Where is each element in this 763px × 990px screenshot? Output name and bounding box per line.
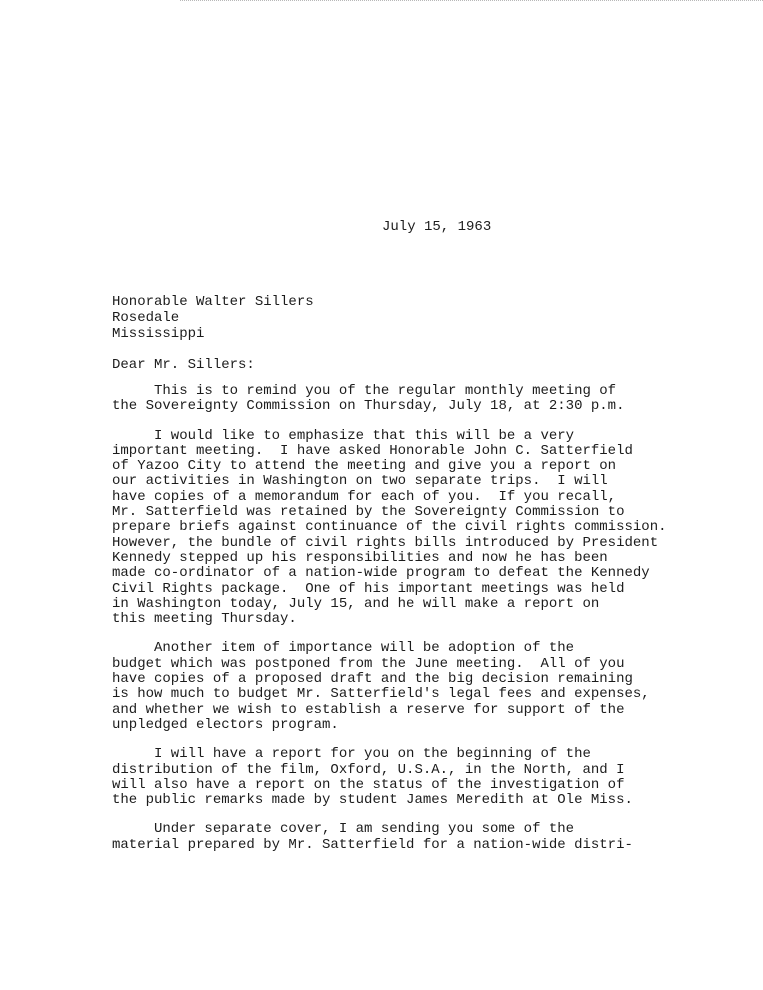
letter-body (112, 384, 763, 867)
body-paragraph (112, 384, 763, 415)
text-line: have copies of a proposed draft and the big decision remaining (112, 671, 633, 688)
text-line: unpledged electors program. (112, 716, 339, 733)
text-line: distribution of the film, Oxford, U.S.A., in the North, and I (112, 761, 625, 778)
text-line: the Sovereignty Commission on Thursday, July 18, at 2:30 p.m. (112, 398, 625, 415)
text-line: This is to remind you of the regular monthly meeting of (112, 383, 617, 399)
text-line: important meeting. I have asked Honorable John C. Satterfield (112, 442, 633, 459)
text-line: in Washington today, July 15, and he will make a report on (112, 595, 600, 612)
recipient-line: Mississippi (112, 326, 205, 342)
text-line: Another item of importance will be adoption of the (112, 640, 575, 657)
text-line: this meeting Thursday. (112, 611, 297, 628)
text-line: I would like to emphasize that this will be a very (112, 427, 575, 444)
salutation: Dear Mr. Sillers: (112, 357, 255, 373)
page-edge-rule (180, 0, 763, 1)
text-line: prepare briefs against continuance of the civil rights commission. (112, 519, 667, 536)
text-line: budget which was postponed from the June meeting. All of you (112, 655, 625, 672)
body-paragraph (112, 429, 763, 628)
text-line: Civil Rights package. One of his important meetings was held (112, 580, 625, 597)
text-line: have copies of a memorandum for each of you. If you recall, (112, 488, 617, 505)
text-line: material prepared by Mr. Satterfield for a nation-wide distri- (112, 836, 633, 853)
recipient-line: Honorable Walter Sillers (112, 294, 314, 310)
text-line: Under separate cover, I am sending you some of the (112, 821, 575, 838)
text-line: Kennedy stepped up his responsibilities and now he has been (112, 549, 608, 566)
text-line: the public remarks made by student James Meredith at Ole Miss. (112, 792, 633, 809)
body-paragraph (112, 641, 763, 733)
text-line: of Yazoo City to attend the meeting and give you a report on (112, 458, 617, 475)
text-line: and whether we wish to establish a reserve for support of the (112, 701, 625, 718)
text-line: is how much to budget Mr. Satterfield's legal fees and expenses, (112, 686, 650, 703)
text-line: However, the bundle of civil rights bills introduced by President (112, 534, 659, 551)
text-line: I will have a report for you on the beginning of the (112, 746, 591, 763)
text-line: our activities in Washington on two separate trips. I will (112, 473, 608, 490)
text-line: will also have a report on the status of the investigation of (112, 776, 625, 793)
recipient-line: Rosedale (112, 310, 180, 326)
text-line: made co-ordinator of a nation-wide program to defeat the Kennedy (112, 565, 650, 582)
body-paragraph (112, 747, 763, 808)
text-line: Mr. Satterfield was retained by the Sovereignty Commission to (112, 504, 625, 521)
letter-date: July 15, 1963 (382, 219, 492, 235)
recipient-address (112, 294, 314, 342)
body-paragraph (112, 822, 763, 853)
